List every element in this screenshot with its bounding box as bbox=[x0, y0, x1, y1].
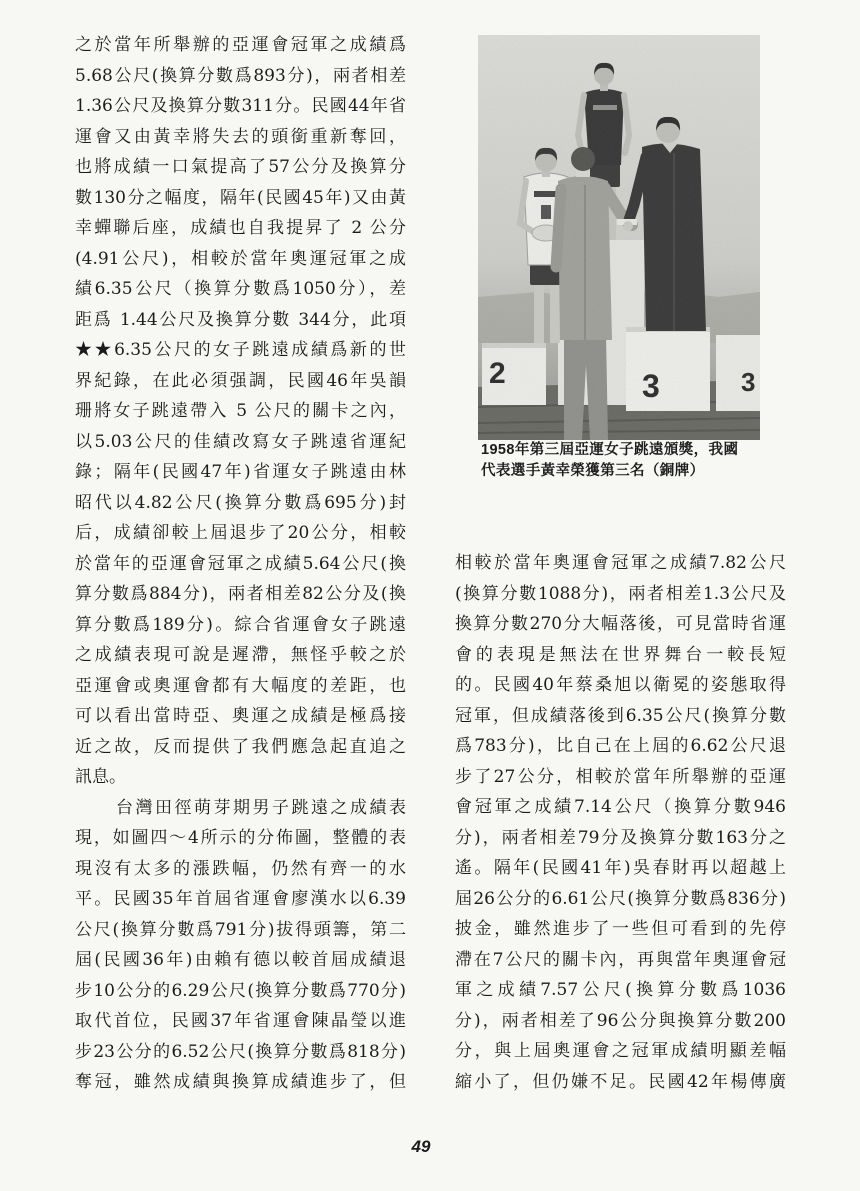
left-column-line: 昭代以4.82公尺(換算分數爲695分)封 bbox=[75, 492, 406, 513]
podium-number: 3 bbox=[741, 367, 756, 397]
left-column-line: 界紀錄，在此必須强調，民國46年吳韻 bbox=[75, 370, 406, 391]
left-column-line: 1.36公尺及換算分數311分。民國44年省 bbox=[75, 96, 406, 116]
left-column-line: 奪冠，雖然成績與換算成績進步了，但 bbox=[75, 1072, 406, 1092]
right-column-line: 分，與上屆奧運會之冠軍成績明顯差幅 bbox=[455, 1041, 786, 1061]
left-column-line: 也將成績一口氣提高了57公分及換算分 bbox=[75, 157, 406, 177]
left-column-line: 於當年的亞運會冠軍之成績5.64公尺(換 bbox=[75, 553, 406, 574]
left-column-line: 台灣田徑萌芽期男子跳遠之成績表 bbox=[116, 797, 406, 818]
left-column-line: 之成績表現可說是遲滯，無怪乎較之於 bbox=[75, 645, 406, 665]
right-column-line: 遙。隔年(民國41年)吳春財再以超越上 bbox=[455, 858, 786, 878]
right-column-line: 分)，兩者相差了96公分與換算分數200 bbox=[455, 1010, 786, 1031]
left-column-line: 現沒有太多的漲跌幅，仍然有齊一的水 bbox=[75, 858, 406, 879]
left-column-line: 以5.03公尺的佳績改寫女子跳遠省運紀 bbox=[75, 431, 406, 452]
left-column-line: 算分數爲884分)，兩者相差82公分及(換 bbox=[75, 584, 406, 604]
left-column-line: 珊將女子跳遠帶入 5 公尺的關卡之內， bbox=[75, 401, 406, 421]
right-column-line: 步了27公分，相較於當年所舉辦的亞運 bbox=[455, 766, 786, 787]
left-column-line: (4.91公尺)，相較於當年奧運冠軍之成 bbox=[75, 248, 406, 269]
left-column-line: 可以看出當時亞、奧運之成績是極爲接 bbox=[75, 706, 406, 726]
left-column-line: 取代首位，民國37年省運會陳晶瑩以進 bbox=[75, 1011, 406, 1031]
left-column-line: 數130分之幅度，隔年(民國45年)又由黃 bbox=[75, 187, 406, 208]
left-column-line: 距爲 1.44公尺及換算分數 344分，此項 bbox=[75, 309, 406, 330]
podium-number: 3 bbox=[642, 368, 660, 404]
left-column-line: ★★6.35公尺的女子跳遠成績爲新的世 bbox=[75, 340, 406, 360]
left-column-line: 運會又由黃幸將失去的頭銜重新奪回， bbox=[75, 126, 406, 147]
left-column-line: 現，如圖四～4所示的分佈圖，整體的表 bbox=[75, 828, 406, 848]
left-column-line: 步23公分的6.52公尺(換算分數爲818分) bbox=[75, 1041, 406, 1062]
podium-number: 2 bbox=[489, 357, 506, 390]
right-column-line: 滯在7公尺的關卡內，再與當年奧運會冠 bbox=[455, 949, 786, 970]
left-column-line: 后，成績卻較上屆退步了20公分，相較 bbox=[75, 523, 406, 543]
right-column-line: 披金，雖然進步了一些但可看到的先停 bbox=[455, 919, 786, 939]
left-column-line: 錄；隔年(民國47年)省運女子跳遠由林 bbox=[75, 462, 406, 482]
left-column-line: 訊息。 bbox=[75, 767, 126, 787]
left-column-line: 步10公分的6.29公尺(換算分數爲770分) bbox=[75, 980, 406, 1001]
left-column-line: 5.68公尺(換算分數爲893分)，兩者相差 bbox=[75, 65, 406, 86]
left-column-line: 算分數爲189分)。綜合省運會女子跳遠 bbox=[75, 614, 406, 635]
figure-caption bbox=[481, 440, 771, 482]
left-column-line: 幸蟬聯后座，成績也自我提昇了 2 公分 bbox=[75, 218, 406, 238]
right-column-line: 的。民國40年蔡桑旭以衛冕的姿態取得 bbox=[455, 675, 786, 695]
figure-caption-line: 代表選手黃幸榮獲第三名（銅牌） bbox=[481, 463, 705, 479]
right-column-line: 相較於當年奧運會冠軍之成績7.82公尺 bbox=[455, 553, 786, 573]
right-column-line: 縮小了，但仍嫌不足。民國42年楊傳廣 bbox=[455, 1071, 786, 1092]
left-column-line: 屆(民國36年)由賴有德以較首屆成績退 bbox=[75, 950, 406, 970]
left-column-line: 之於當年所舉辦的亞運會冠軍之成績爲 bbox=[75, 35, 406, 55]
figure-caption-line: 1958年第三屆亞運女子跳遠頒獎，我國 bbox=[481, 442, 739, 458]
right-column-line: 爲783分)，比自己在上屆的6.62公尺退 bbox=[455, 736, 786, 756]
left-text-column bbox=[75, 30, 406, 1098]
right-column-line: 軍之成績7.57公尺(換算分數爲1036 bbox=[455, 980, 786, 1000]
left-column-line: 亞運會或奧運會都有大幅度的差距，也 bbox=[75, 675, 406, 696]
award-ceremony-photo bbox=[478, 35, 760, 440]
left-column-line: 公尺(換算分數爲791分)拔得頭籌，第二 bbox=[75, 919, 406, 940]
right-column-line: 換算分數270分大幅落後，可見當時省運 bbox=[455, 614, 786, 634]
right-column-line: 分)，兩者相差79分及換算分數163分之 bbox=[455, 827, 786, 848]
right-column-line: (換算分數1088分)，兩者相差1.3公尺及 bbox=[455, 583, 786, 604]
left-column-line: 近之故，反而提供了我們應急起直追之 bbox=[75, 736, 406, 757]
right-column-line: 會冠軍之成績7.14公尺（換算分數946 bbox=[455, 797, 786, 817]
right-column-line: 屆26公分的6.61公尺(換算分數爲836分) bbox=[455, 888, 786, 909]
right-text-column bbox=[455, 548, 786, 1097]
left-column-line: 平。民國35年首屆省運會廖漢水以6.39 bbox=[75, 889, 406, 909]
right-column-line: 冠軍，但成績落後到6.35公尺(換算分數 bbox=[455, 705, 786, 726]
photo-grain bbox=[478, 35, 760, 440]
left-column-line: 績6.35公尺（換算分數爲1050分），差 bbox=[75, 279, 406, 299]
right-column-line: 會的表現是無法在世界舞台一較長短 bbox=[455, 644, 786, 665]
page-number: 49 bbox=[411, 1137, 431, 1156]
